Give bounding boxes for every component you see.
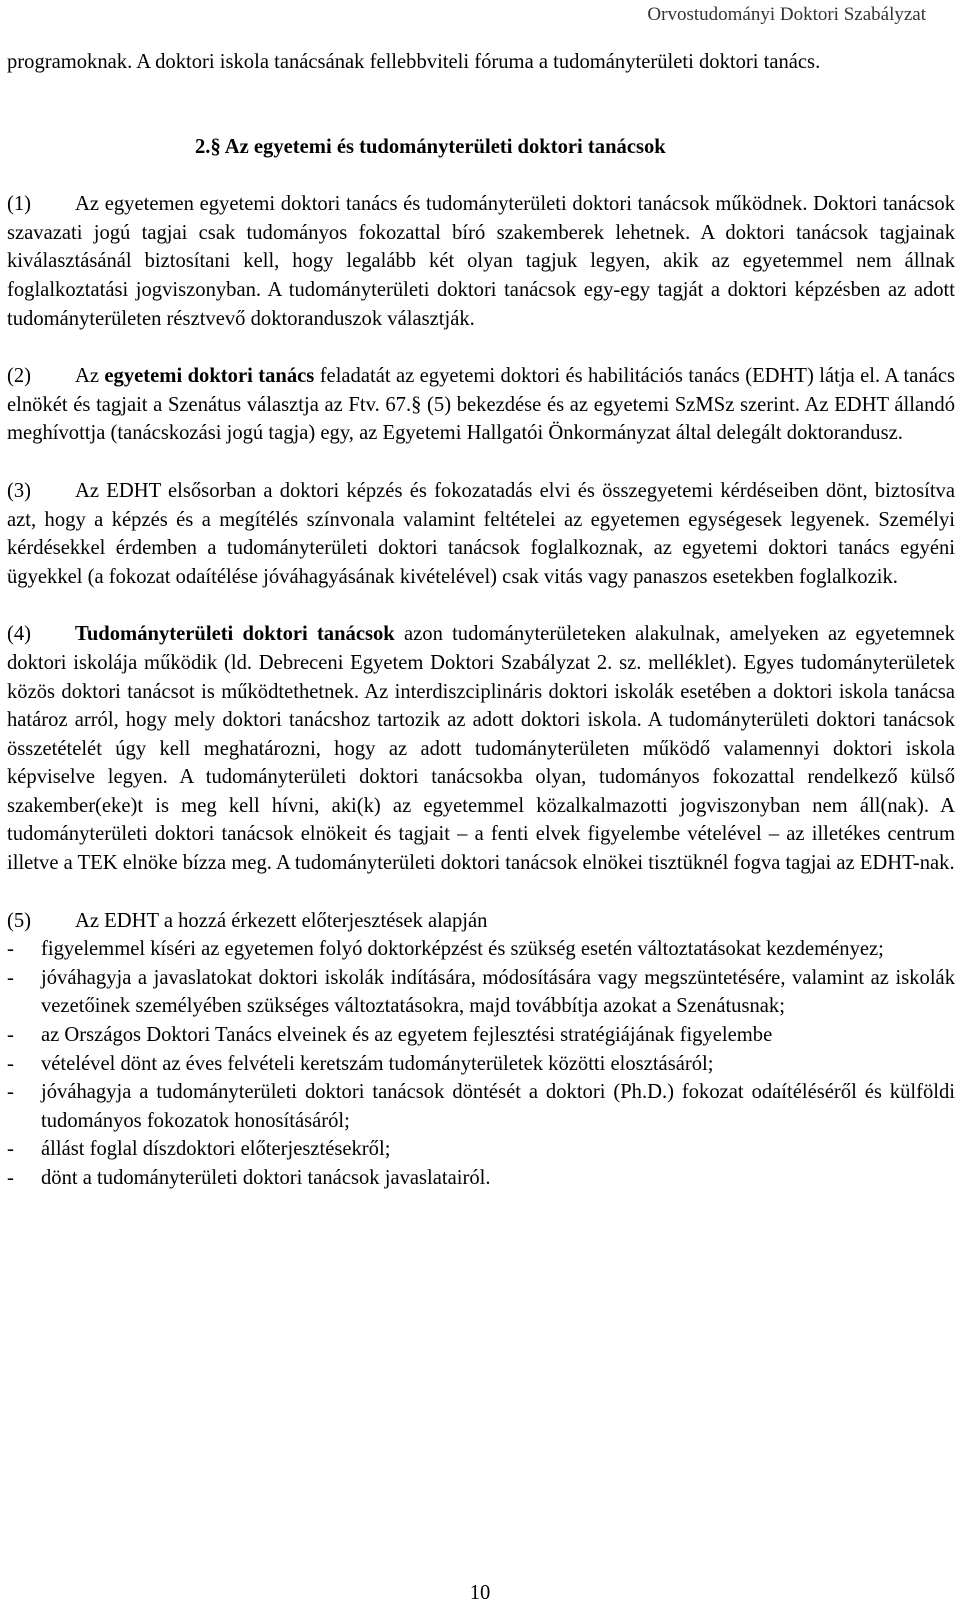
dash-marker: -	[7, 1052, 14, 1075]
list-item: - állást foglal díszdoktori előterjesztésekről;	[7, 1135, 955, 1164]
paragraph-number: (1)	[7, 193, 32, 216]
paragraph-text: Az egyetemen egyetemi doktori tanács és tudományterületi doktori tanácsok működnek. Doktori tanácsok szavazati jogú tagjai csak tudományos fokozattal bíró szakemberek lehetnek. A doktori tanácsok tagjainak kiválasztásánál biztosítani kell, hogy legalább két olyan tagjuk legyen, akik az egyetemmel nem állnak foglalkoztatási jogviszonyban. A tudományterületi doktori tanácsok egy-egy tagját a doktori képzésben az adott tudományterületen résztvevő doktoranduszok választják.	[7, 193, 955, 330]
bullet-list	[7, 935, 955, 1192]
list-item: - figyelemmel kíséri az egyetemen folyó doktorképzést és szükség esetén változtatásokat kezdeményez;	[7, 935, 955, 964]
list-item: - dönt a tudományterületi doktori tanácsok javaslatairól.	[7, 1164, 955, 1193]
page-number: 10	[469, 1582, 491, 1604]
intro-paragraph: programoknak. A doktori iskola tanácsának fellebbviteli fóruma a tudományterületi doktori tanács.	[7, 51, 821, 73]
section-heading: 2.§ Az egyetemi és tudományterületi doktori tanácsok	[195, 135, 666, 158]
dash-marker: -	[7, 1081, 14, 1104]
paragraph-text: Az EDHT elsősorban a doktori képzés és fokozatadás elvi és összegyetemi kérdéseiben dönt, biztosítva azt, hogy a képzés és a megítélés színvonala valamint feltételei az egyetemen egységesek legyenek. Személyi kérdésekkel érdemben a tudományterületi doktori tanácsok foglalkoznak, az egyetemi doktori tanács egyéni ügyekkel (a fokozat odaítélése jóváhagyásának kivételével) csak vitás vagy panaszos esetekben foglalkozik.	[7, 479, 955, 588]
paragraph-text: azon tudományterületeken alakulnak, amelyeken az egyetemnek doktori iskolája működik (ld. Debreceni Egyetem Doktori Szabályzat 2. sz. melléklet). Egyes tudományterületek közös doktori tanácsot is működtethetnek. Az interdiszciplináris doktori iskolák esetében a doktori iskola tanácsa határoz arról, hogy mely doktori tanácshoz tartozik az adott doktori iskola. A tudományterületi doktori tanácsok összetételét úgy kell meghatározni, hogy az adott tudományterületen működő valamennyi doktori iskola képviselve legyen. A tudományterületi doktori tanácsokba olyan, tudományos fokozattal rendelkező külső szakember(eke)t is meg kell hívni, aki(k) az egyetemmel közalkalmazotti jogviszonyban nem áll(nak). A tudományterületi doktori tanácsok elnökeit és tagjait – a fenti elvek figyelembe vételével – az illetékes centrum illetve a TEK elnöke bízza meg. A tudományterületi doktori tanácsok elnökei tisztüknél fogva tagjai az EDHT-nak.	[7, 623, 955, 875]
paragraph-number: (4)	[7, 623, 32, 646]
paragraph-5-lead	[7, 907, 955, 936]
list-item: - az Országos Doktori Tanács elveinek és az egyetem fejlesztési stratégiájának figyelembe	[7, 1021, 955, 1050]
dash-marker: -	[7, 1167, 14, 1189]
paragraph-number: (5)	[7, 909, 32, 932]
paragraph-2	[7, 362, 955, 448]
list-item: - vételével dönt az éves felvételi keretszám tudományterületek közötti elosztásáról;	[7, 1050, 955, 1079]
paragraph-number: (3)	[7, 479, 32, 502]
paragraph-3	[7, 477, 955, 591]
dash-marker: -	[7, 938, 14, 961]
bold-term: egyetemi doktori tanács	[104, 365, 315, 388]
bold-term: Tudományterületi doktori tanácsok	[75, 623, 395, 646]
paragraph-number: (2)	[7, 365, 32, 388]
paragraph-4	[7, 620, 955, 877]
paragraph-text: feladatát az egyetemi doktori és habilitációs tanács (EDHT) látja el. A tanács elnökét és tagjait a Szenátus választja az Ftv. 67.§ (5) bekezdése és az egyetemi SzMSz szerint. Az EDHT állandó meghívottja (tanácskozási jogú tagja) egy, az Egyetemi Hallgatói Önkormányzat által delegált doktorandusz.	[7, 365, 955, 445]
list-item: - jóváhagyja a tudományterületi doktori tanácsok döntését a doktori (Ph.D.) fokozat odaítéléséről és külföldi tudományos fokozatok honosításáról;	[7, 1078, 955, 1135]
paragraph-text: Az EDHT a hozzá érkezett előterjesztések alapján	[75, 909, 488, 932]
running-header: Orvostudományi Doktori Szabályzat	[647, 4, 926, 25]
dash-marker: -	[7, 1024, 14, 1047]
dash-marker: -	[7, 1138, 14, 1161]
paragraph-prefix: Az	[75, 365, 105, 388]
list-item: - jóváhagyja a javaslatokat doktori iskolák indítására, módosítására vagy megszüntetésére, valamint az iskolák vezetőinek személyében szükséges változtatásokra, majd továbbítja azokat a Szenátusnak;	[7, 964, 955, 1021]
paragraph-1	[7, 190, 955, 333]
document-body	[7, 48, 955, 1193]
dash-marker: -	[7, 966, 14, 989]
